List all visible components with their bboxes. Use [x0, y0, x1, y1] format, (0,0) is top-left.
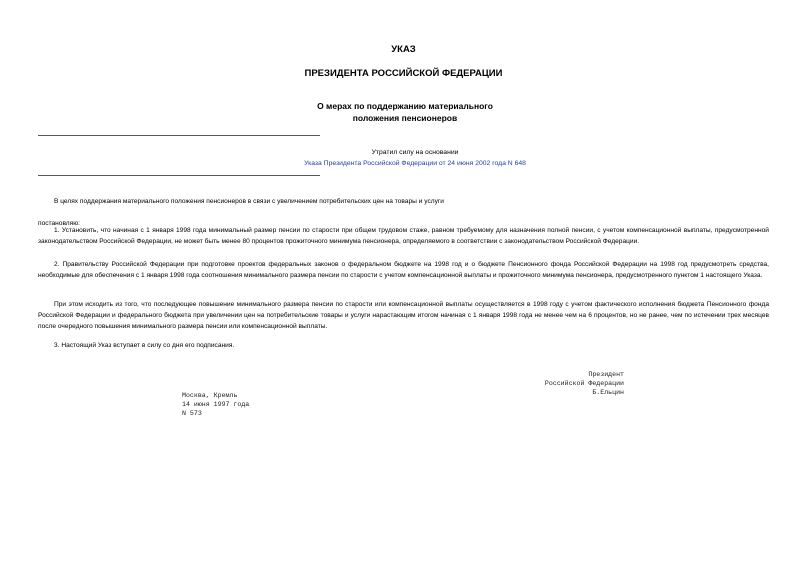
signature-country: Российской Федерации: [544, 379, 624, 387]
decree-subject: [250, 100, 560, 124]
decree-issuer: ПРЕЗИДЕНТА РОССИЙСКОЙ ФЕДЕРАЦИИ: [304, 68, 503, 79]
preamble: [38, 197, 769, 208]
paragraph: [38, 260, 769, 282]
paragraph-text: При этом исходить из того, что последующее повышение минимального размера пенсии по старости или компенсационной выплаты осуществляется в 1998 году с учетом фактического исполнения бюджета Пенсионного фонда Российской Федерации и федерального бюджета при увеличении цен на потребительские товары и услуги нарастающим итогом начиная с 1 января 1998 года не менее чем на 6 процентов, но не ранее, чем по истечении трех месяцев после очередного повышения минимального размера пенсии или компенсационной выплаты.: [38, 301, 769, 330]
paragraph: [38, 226, 769, 248]
lost-force-link[interactable]: Указа Президента Российской Федерации от 24 июня 2002 года N 648: [304, 160, 526, 167]
paragraph-text: 3. Настоящий Указ вступает в силу со дня его подписания.: [54, 342, 235, 349]
signature-block: [480, 371, 624, 397]
place-date-block: [182, 392, 249, 418]
lost-force-text: Утратил силу на основании: [371, 149, 459, 156]
place: Москва, Кремль: [182, 392, 238, 399]
paragraph: [38, 341, 769, 352]
lost-force-note: [280, 147, 550, 169]
preamble-text: В целях поддержания материального положения пенсионеров в связи с увеличением потребительских цен на товары и услуги: [54, 198, 444, 205]
subject-line-1: О мерах по поддержанию материального: [317, 101, 493, 111]
paragraph-text: 2. Правительству Российской Федерации при подготовке проектов федеральных законов о федеральном бюджете на 1998 год и о бюджете Пенсионного фонда Российской Федерации на 1998 год предусмотреть средства, необходимые для обеспечения с 1 января 1998 года соотношения минимального размера пенсии по старости с учетом компенсационной выплаты и прожиточного минимума пенсионера, предусмотренного пунктом 1 настоящего Указа.: [38, 261, 769, 279]
divider-top: [38, 135, 320, 136]
signature-title: Президент: [588, 371, 624, 378]
divider-bottom: [38, 175, 320, 176]
paragraph: [38, 300, 769, 332]
subject-line-2: положения пенсионеров: [352, 113, 458, 123]
decree-word: постановляю:: [38, 220, 81, 227]
decree-title: УКАЗ: [391, 44, 416, 55]
decree-number: N 573: [182, 409, 202, 417]
date: 14 июня 1997 года: [182, 400, 250, 408]
signature-name: Б.Ельцин: [592, 388, 624, 396]
paragraph-text: 1. Установить, что начиная с 1 января 1998 года минимальный размер пенсии по старости при общем трудовом стаже, равном требуемому для назначения полной пенсии, с учетом компенсационной выплаты, предусмотренной законодательством Российской Федерации, не может быть менее 80 процентов прожиточного минимума пенсионера, определяемого в соответствии с законодательством Российской Федерации.: [38, 227, 769, 245]
